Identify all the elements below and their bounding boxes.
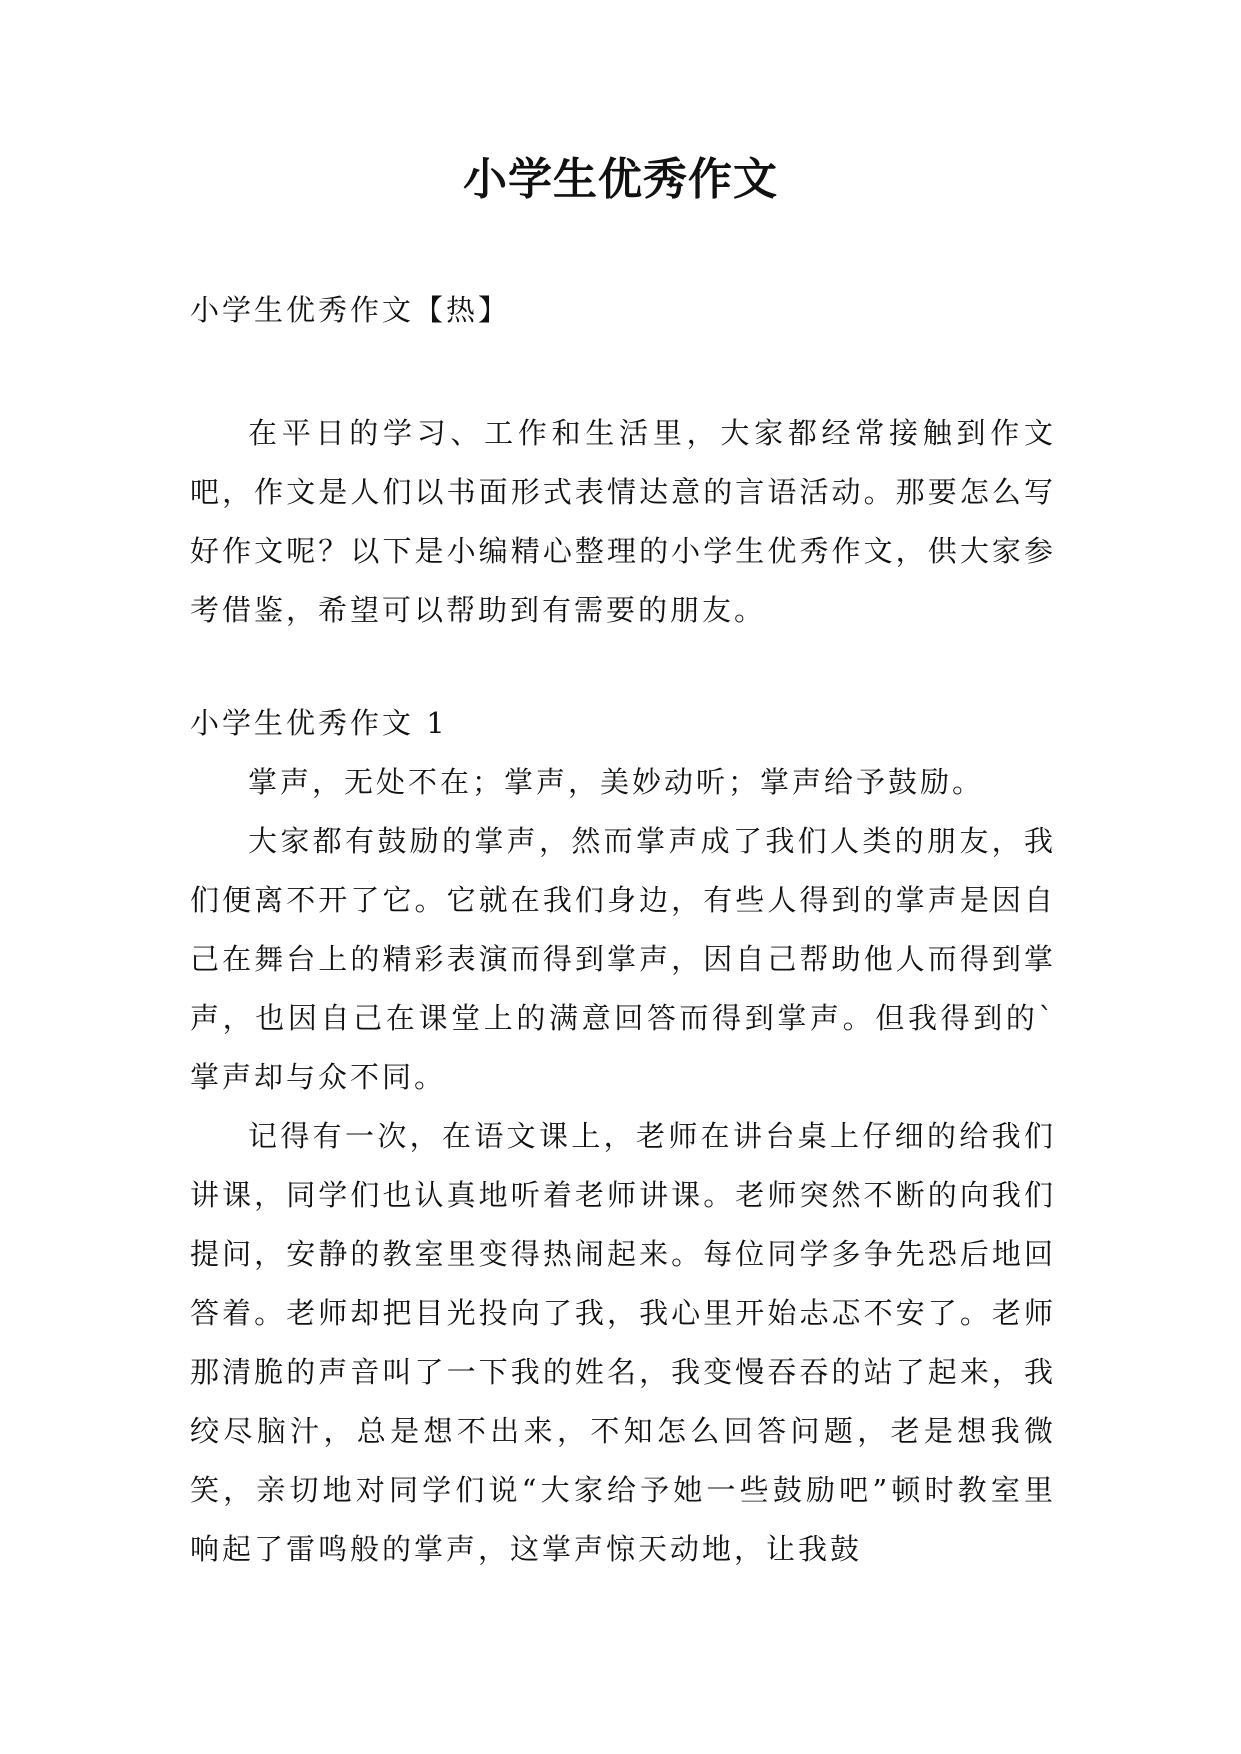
essay-paragraph: 记得有一次，在语文课上，老师在讲台桌上仔细的给我们讲课，同学们也认真地听着老师讲课。老师突然不断的向我们提问，安静的教室里变得热闹起来。每位同学多争先恐后地回答着。老师却把目光投向了我，我心里开始忐忑不安了。老师那清脆的声音叫了一下我的姓名，我变慢吞吞的站了起来，我绞尽脑汁，总是想不出来，不知怎么回答问题，老是想我微笑，亲切地对同学们说“大家给予她一些鼓励吧”顿时教室里响起了雷鸣般的掌声，这掌声惊天动地，让我鼓 xyxy=(190,1119,1056,1566)
document-subtitle: 小学生优秀作文【热】 xyxy=(190,293,511,327)
essay-paragraph: 大家都有鼓励的掌声，然而掌声成了我们人类的朋友，我们便离不开了它。它就在我们身边，有些人得到的掌声是因自己在舞台上的精彩表演而得到掌声，因自己帮助他人而得到掌声，也因自己在课堂上的满意回答而得到掌声。但我得到的`掌声却与众不同。 xyxy=(190,824,1056,1094)
intro-section xyxy=(190,404,1056,640)
document-title: 小学生优秀作文 xyxy=(463,154,778,205)
essay-heading: 小学生优秀作文 1 xyxy=(190,706,448,740)
essay-section xyxy=(190,694,1056,1579)
intro-paragraph: 在平日的学习、工作和生活里，大家都经常接触到作文吧，作文是人们以书面形式表情达意的言语活动。那要怎么写好作文呢？以下是小编精心整理的小学生优秀作文，供大家参考借鉴，希望可以帮助到有需要的朋友。 xyxy=(190,416,1056,627)
essay-paragraph: 掌声，无处不在；掌声，美妙动听；掌声给予鼓励。 xyxy=(248,765,985,799)
